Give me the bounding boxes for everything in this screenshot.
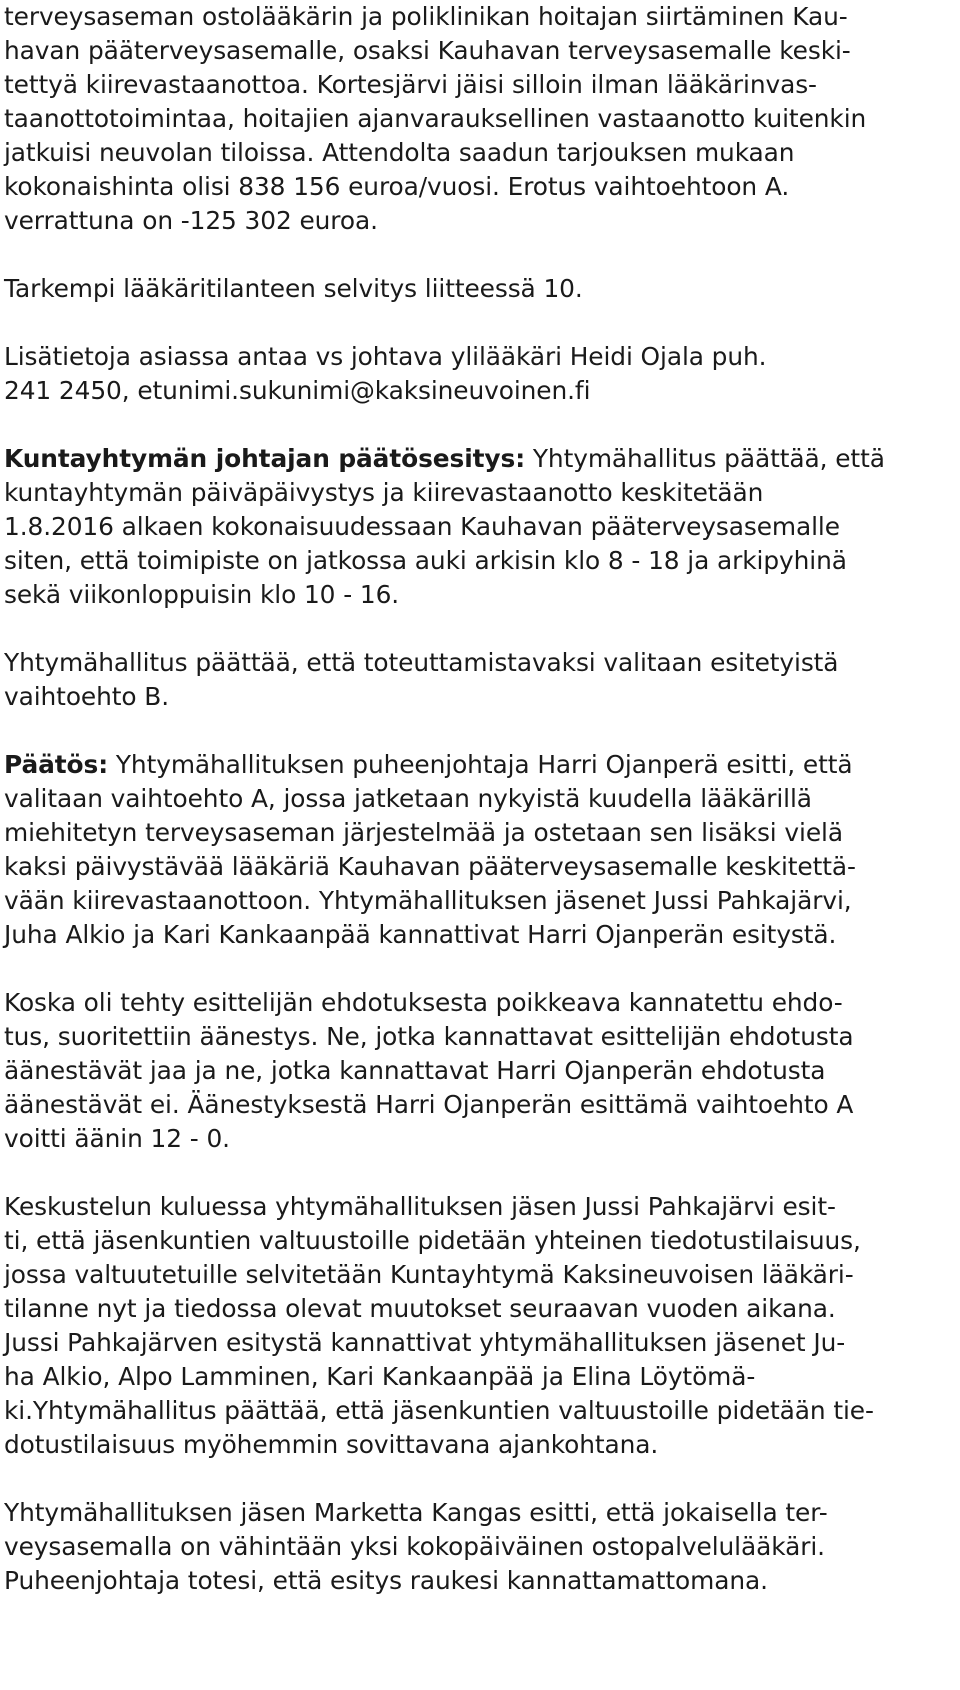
paragraph-gap	[4, 612, 960, 646]
paragraph-gap	[4, 306, 960, 340]
paragraph-vote	[4, 986, 960, 1156]
paragraph-gap	[4, 238, 960, 272]
decision-heading: Päätös:	[4, 750, 109, 779]
paragraph-proposal-lapsed	[4, 1496, 960, 1598]
text-line: kuntayhtymän päiväpäivystys ja kiirevastaanotto keskitetään	[4, 478, 764, 507]
text-line: valitaan vaihtoehto A, jossa jatketaan nykyistä kuudella lääkärillä	[4, 784, 812, 813]
text-line: 241 2450, etunimi.sukunimi@kaksineuvoinen.fi	[4, 376, 591, 405]
text-line: jossa valtuutetuille selvitetään Kuntayhtymä Kaksineuvoisen lääkäri-	[4, 1260, 854, 1289]
paragraph-gap	[4, 1156, 960, 1190]
text-line: miehitetyn terveysaseman järjestelmää ja ostetaan sen lisäksi vielä	[4, 818, 843, 847]
proposal-heading: Kuntayhtymän johtajan päätösesitys:	[4, 444, 526, 473]
text-line: jatkuisi neuvolan tiloissa. Attendolta saadun tarjouksen mukaan	[4, 138, 795, 167]
text-line: Yhtymähallituksen jäsen Marketta Kangas esitti, että jokaisella ter-	[4, 1498, 828, 1527]
text-line: terveysaseman ostolääkärin ja poliklinikan hoitajan siirtäminen Kau-	[4, 2, 848, 31]
text-line: voitti äänin 12 - 0.	[4, 1124, 230, 1153]
paragraph-contact-info	[4, 340, 960, 408]
text-line: Lisätietoja asiassa antaa vs johtava ylilääkäri Heidi Ojala puh.	[4, 342, 767, 371]
text-line: Jussi Pahkajärven esitystä kannattivat yhtymähallituksen jäsenet Ju-	[4, 1328, 846, 1357]
text-line: äänestävät ei. Äänestyksestä Harri Ojanperän esittämä vaihtoehto A	[4, 1090, 854, 1119]
text-line: Tarkempi lääkäritilanteen selvitys liitteessä 10.	[4, 274, 583, 303]
text-line: Yhtymähallitus päättää, että toteuttamistavaksi valitaan esitetyistä	[4, 648, 839, 677]
text-line: tus, suoritettiin äänestys. Ne, jotka kannattavat esittelijän ehdotusta	[4, 1022, 854, 1051]
text-line: tilanne nyt ja tiedossa olevat muutokset seuraavan vuoden aikana.	[4, 1294, 836, 1323]
text-line	[4, 748, 960, 782]
text-line: tettyä kiirevastaanottoa. Kortesjärvi jäisi silloin ilman lääkärinvas-	[4, 70, 817, 99]
text-line: vään kiirevastaanottoon. Yhtymähallituksen jäsenet Jussi Pahkajärvi,	[4, 886, 852, 915]
text-line	[4, 442, 960, 476]
text-line: ha Alkio, Alpo Lamminen, Kari Kankaanpää ja Elina Löytömä-	[4, 1362, 756, 1391]
text-line: dotustilaisuus myöhemmin sovittavana ajankohtana.	[4, 1430, 659, 1459]
paragraph-gap	[4, 1462, 960, 1496]
text-line: havan pääterveysasemalle, osaksi Kauhavan terveysasemalle keski-	[4, 36, 851, 65]
paragraph-gap	[4, 408, 960, 442]
paragraph-gap	[4, 952, 960, 986]
text-line: äänestävät jaa ja ne, jotka kannattavat Harri Ojanperän ehdotusta	[4, 1056, 826, 1085]
paragraph-info-session	[4, 1190, 960, 1462]
text-line: Juha Alkio ja Kari Kankaanpää kannattivat Harri Ojanperän esitystä.	[4, 920, 837, 949]
text-line: taanottotoimintaa, hoitajien ajanvarauksellinen vastaanotto kuitenkin	[4, 104, 867, 133]
text-line: sekä viikonloppuisin klo 10 - 16.	[4, 580, 400, 609]
text-line: kokonaishinta olisi 838 156 euroa/vuosi. Erotus vaihtoehtoon A.	[4, 172, 790, 201]
text-line: ti, että jäsenkuntien valtuustoille pidetään yhteinen tiedotustilaisuus,	[4, 1226, 861, 1255]
text-line: Keskustelun kuluessa yhtymähallituksen jäsen Jussi Pahkajärvi esit-	[4, 1192, 836, 1221]
text-line: Koska oli tehty esittelijän ehdotuksesta poikkeava kannatettu ehdo-	[4, 988, 843, 1017]
text-line: ki.Yhtymähallitus päättää, että jäsenkuntien valtuustoille pidetään tie-	[4, 1396, 874, 1425]
text-line: 1.8.2016 alkaen kokonaisuudessaan Kauhavan pääterveysasemalle	[4, 512, 840, 541]
text-line: vaihtoehto B.	[4, 682, 170, 711]
paragraph-decision	[4, 748, 960, 952]
text-fragment: Yhtymähallitus päättää, että	[525, 444, 885, 473]
text-line: Puheenjohtaja totesi, että esitys raukesi kannattamattomana.	[4, 1566, 768, 1595]
paragraph-gap	[4, 714, 960, 748]
text-fragment: Yhtymähallituksen puheenjohtaja Harri Ojanperä esitti, että	[108, 750, 853, 779]
paragraph-decision-proposal	[4, 442, 960, 612]
text-line: kaksi päivystävää lääkäriä Kauhavan pääterveysasemalle keskitettä-	[4, 852, 856, 881]
text-line: siten, että toimipiste on jatkossa auki arkisin klo 8 - 18 ja arkipyhinä	[4, 546, 847, 575]
text-line: verrattuna on -125 302 euroa.	[4, 206, 378, 235]
paragraph-alternative-choice	[4, 646, 960, 714]
paragraph-alternative-b-cost	[4, 0, 960, 238]
text-line: veysasemalla on vähintään yksi kokopäiväinen ostopalvelulääkäri.	[4, 1532, 825, 1561]
paragraph-attachment-reference	[4, 272, 960, 306]
